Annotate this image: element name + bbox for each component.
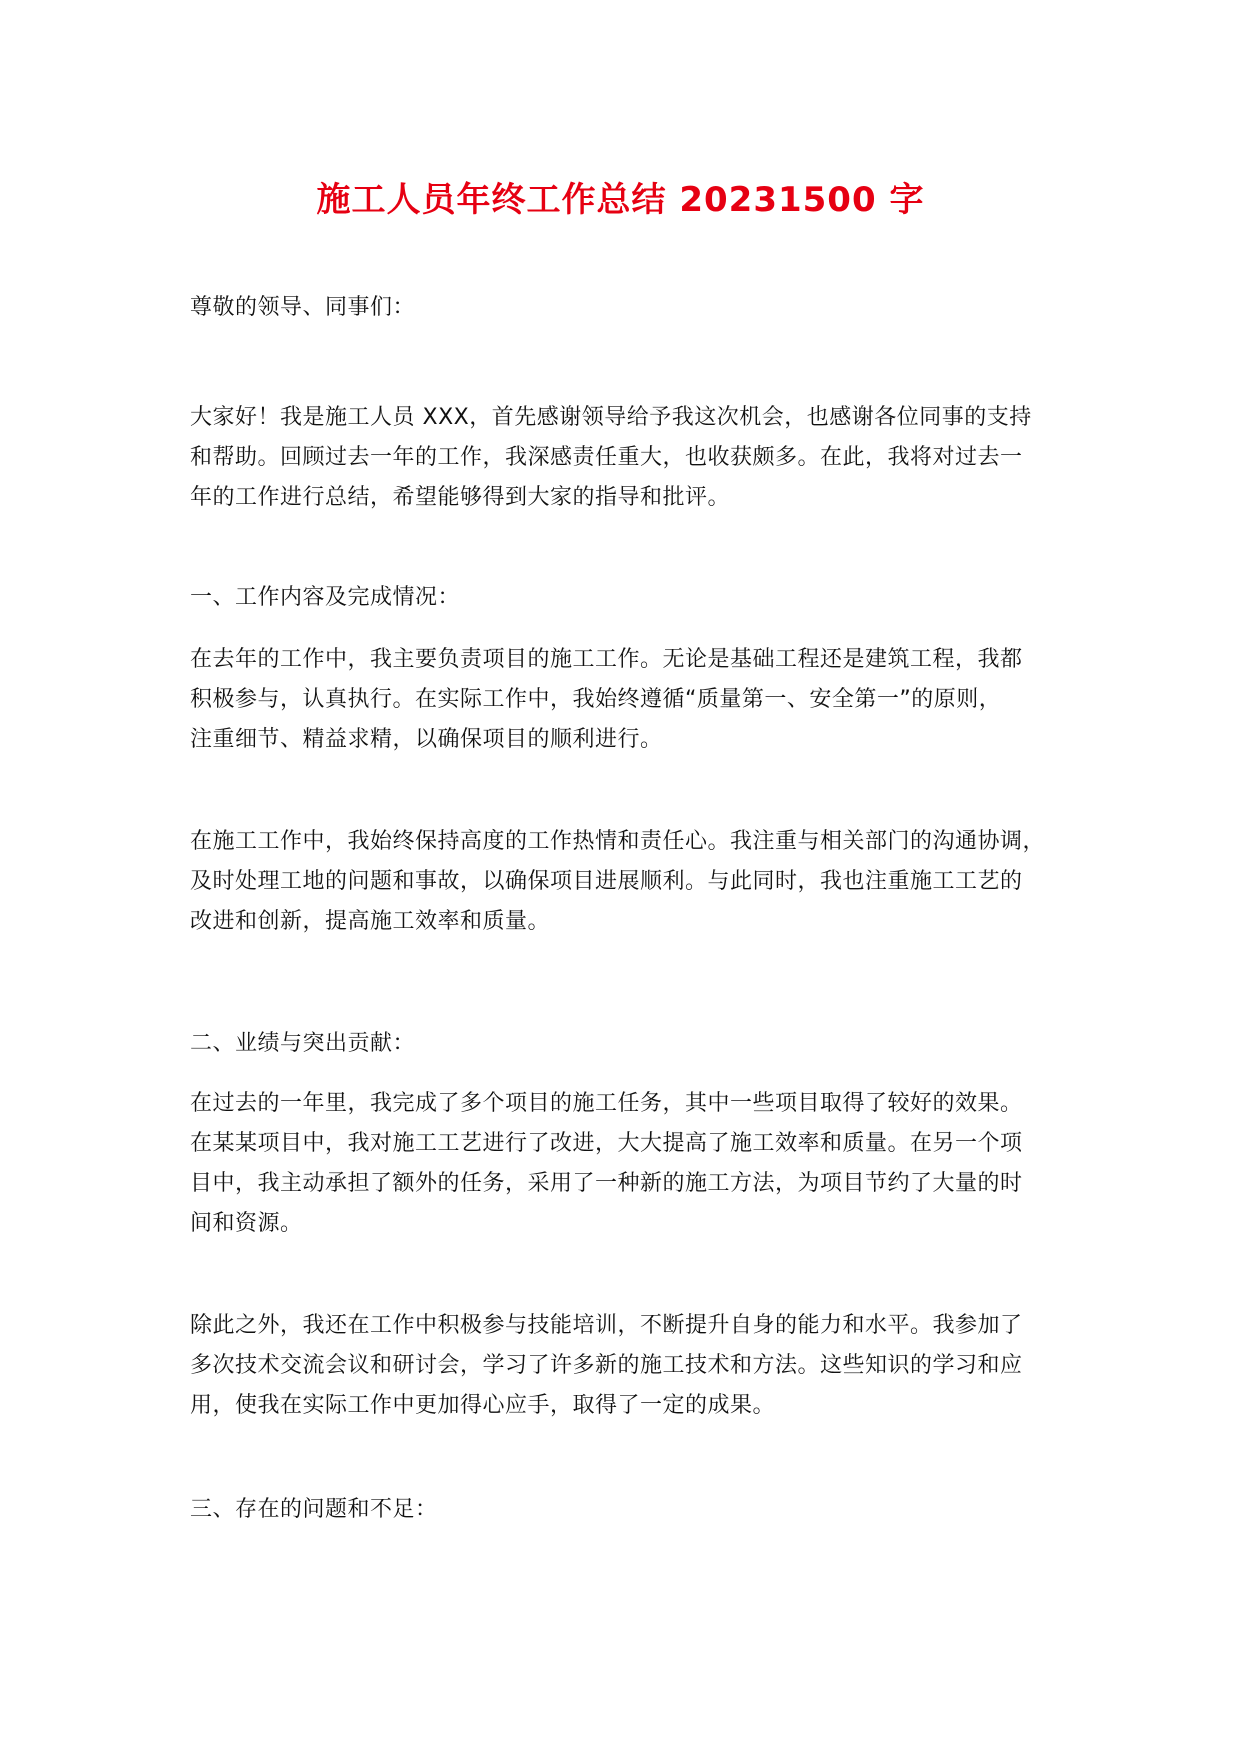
paragraph-line: 用，使我在实际工作中更加得心应手，取得了一定的成果。: [190, 1393, 776, 1418]
intro-line: 年的工作进行总结，希望能够得到大家的指导和批评。: [190, 485, 731, 510]
salutation-line: 尊敬的领导、同事们：: [190, 295, 416, 320]
paragraph-line: 改进和创新，提高施工效率和质量。: [190, 909, 551, 934]
paragraph-line: 注重细节、精益求精，以确保项目的顺利进行。: [190, 727, 663, 752]
paragraph-line: 在某某项目中，我对施工工艺进行了改进，大大提高了施工效率和质量。在另一个项: [190, 1131, 1023, 1156]
salutation: [190, 288, 1080, 328]
paragraph-line: 多次技术交流会议和研讨会，学习了许多新的施工技术和方法。这些知识的学习和应: [190, 1353, 1023, 1378]
section2-heading: [190, 1024, 1080, 1064]
section1-heading: [190, 578, 1080, 618]
intro-line: 和帮助。回顾过去一年的工作，我深感责任重大，也收获颇多。在此，我将对过去一: [190, 445, 1023, 470]
section-heading: 一、工作内容及完成情况：: [190, 585, 461, 610]
paragraph-line: 及时处理工地的问题和事故，以确保项目进展顺利。与此同时，我也注重施工工艺的: [190, 869, 1023, 894]
section3-heading: [190, 1490, 1080, 1530]
section1-paragraph-1: [190, 640, 1080, 760]
paragraph-line: 积极参与，认真执行。在实际工作中，我始终遵循“质量第一、安全第一”的原则，: [190, 687, 1002, 712]
paragraph-line: 在施工工作中，我始终保持高度的工作热情和责任心。我注重与相关部门的沟通协调，: [190, 829, 1046, 854]
paragraph-line: 间和资源。: [190, 1211, 303, 1236]
paragraph-line: 在去年的工作中，我主要负责项目的施工工作。无论是基础工程还是建筑工程，我都: [190, 647, 1023, 672]
section2-paragraph-1: [190, 1084, 1080, 1244]
intro-paragraph: [190, 398, 1080, 518]
section-heading: 三、存在的问题和不足：: [190, 1497, 438, 1522]
intro-line: 大家好！我是施工人员 XXX，首先感谢领导给予我这次机会，也感谢各位同事的支持: [190, 405, 1032, 430]
paragraph-line: 除此之外，我还在工作中积极参与技能培训，不断提升自身的能力和水平。我参加了: [190, 1313, 1023, 1338]
section1-paragraph-2: [190, 822, 1080, 942]
document-title: 施工人员年终工作总结 20231500 字: [316, 180, 925, 220]
section-heading: 二、业绩与突出贡献：: [190, 1031, 416, 1056]
paragraph-line: 在过去的一年里，我完成了多个项目的施工任务，其中一些项目取得了较好的效果。: [190, 1091, 1023, 1116]
paragraph-line: 目中，我主动承担了额外的任务，采用了一种新的施工方法，为项目节约了大量的时: [190, 1171, 1023, 1196]
section2-paragraph-2: [190, 1306, 1080, 1426]
